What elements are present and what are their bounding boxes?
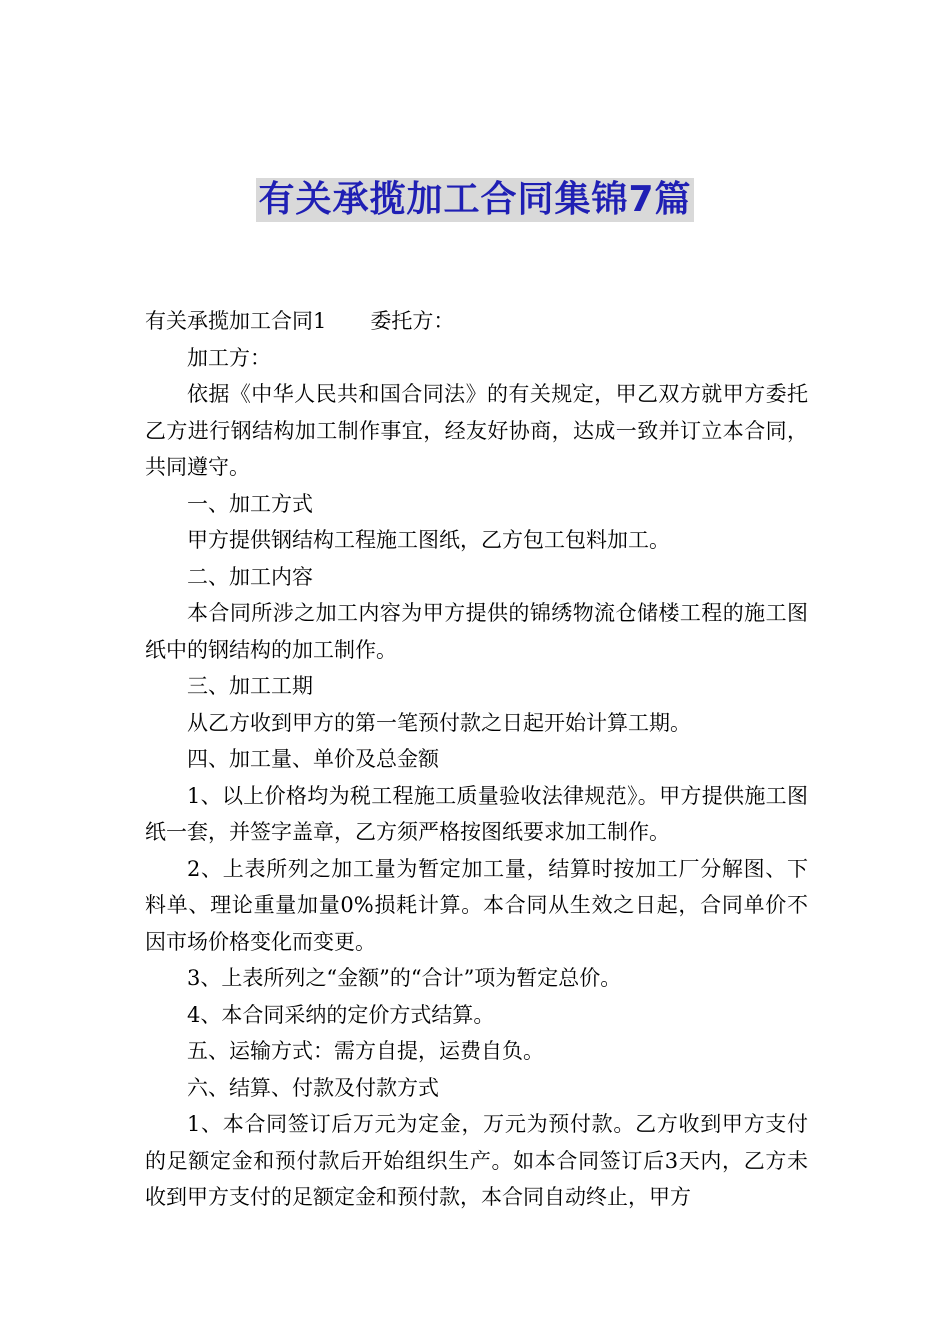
section-heading: 四、加工量、单价及总金额: [187, 747, 439, 771]
section-heading: 六、结算、付款及付款方式: [187, 1075, 439, 1100]
contract-heading-line: [145, 303, 808, 340]
paragraph: 从乙方收到甲方的第一笔预付款之日起开始计算工期。: [187, 710, 691, 735]
contract-heading: 有关承揽加工合同1: [145, 309, 327, 333]
paragraph: 依据《中华人民共和国合同法》的有关规定，甲乙双方就甲方委托乙方进行钢结构加工制作事宜，经友好协商，达成一致并订立本合同，共同遵守。: [145, 382, 808, 479]
paragraph: 甲方提供钢结构工程施工图纸，乙方包工包料加工。: [187, 528, 670, 552]
title-container: [0, 178, 950, 222]
document-body: [145, 303, 808, 1216]
section-heading: 二、加工内容: [187, 564, 313, 589]
paragraph: 1、以上价格均为税工程施工质量验收法律规范》。甲方提供施工图纸一套，并签字盖章，乙方须严格按图纸要求加工制作。: [145, 783, 808, 844]
client-label: 委托方：: [370, 309, 455, 333]
section-heading: 三、加工工期: [187, 674, 313, 698]
paragraph: 2、上表所列之加工量为暂定加工量，结算时按加工厂分解图、下料单、理论重量加量0%损耗计算。本合同从生效之日起，合同单价不因市场价格变化而变更。: [145, 856, 808, 954]
paragraph: 1、本合同签订后万元为定金，万元为预付款。乙方收到甲方支付的足额定金和预付款后开始组织生产。如本合同签订后3天内，乙方未收到甲方支付的足额定金和预付款，本合同自动终止，甲方: [145, 1112, 808, 1209]
paragraph: 3、上表所列之“金额”的“合计”项为暂定总价。: [187, 966, 622, 990]
paragraph: 本合同所涉之加工内容为甲方提供的锦绣物流仓储楼工程的施工图纸中的钢结构的加工制作。: [145, 601, 808, 662]
paragraph: 4、本合同采纳的定价方式结算。: [187, 1002, 495, 1027]
section-heading: 五、运输方式：需方自提，运费自负。: [187, 1039, 544, 1063]
section-heading: 一、加工方式: [187, 491, 313, 516]
document-title: 有关承揽加工合同集锦7篇: [258, 179, 692, 220]
paragraph: 加工方：: [187, 345, 271, 370]
